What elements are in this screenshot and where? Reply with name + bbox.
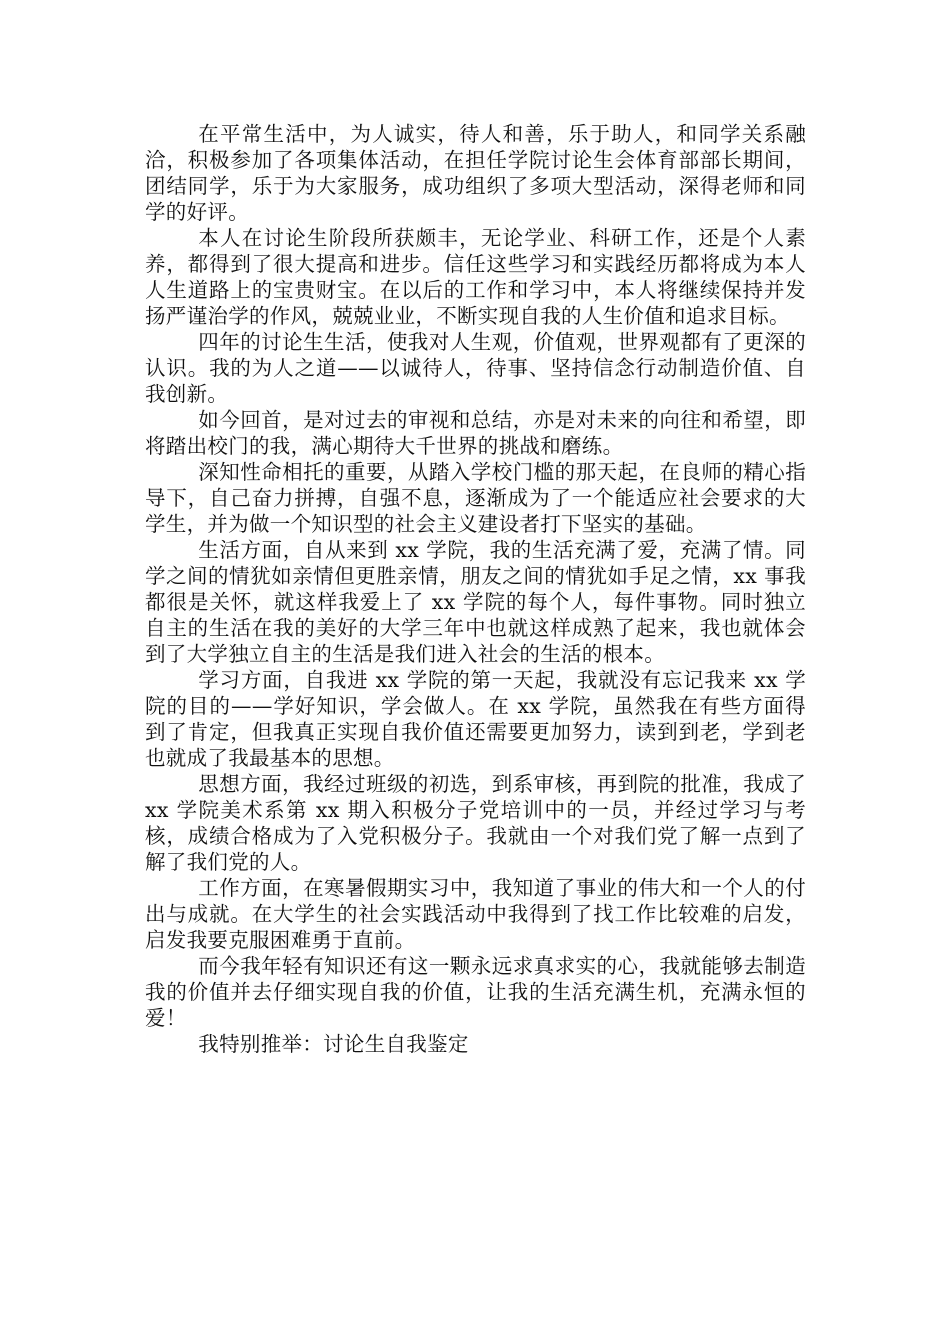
paragraph: 在平常生活中，为人诚实，待人和善，乐于助人，和同学关系融洽，积极参加了各项集体活动，在担任学院讨论生会体育部部长期间，团结同学，乐于为大家服务，成功组织了多项大型活动，深得老师和同学的好评。	[145, 122, 806, 224]
paragraph: 生活方面，自从来到 xx 学院，我的生活充满了爱，充满了情。同学之间的情犹如亲情但更胜亲情，朋友之间的情犹如手足之情，xx 事我都很是关怀，就这样我爱上了 xx 学院的每个人，每件事物。同时独立自主的生活在我的美好的大学三年中也就这样成熟了起来，我也就体会到了大学独立自主的生活是我们进入社会的生活的根本。	[145, 538, 806, 666]
paragraph: 思想方面，我经过班级的初选，到系审核，再到院的批准，我成了 xx 学院美术系第 xx 期入积极分子党培训中的一员，并经过学习与考核，成绩合格成为了入党积极分子。我就由一个对我们党了解一点到了解了我们党的人。	[145, 772, 806, 874]
recommendation-line: 我特别推举：讨论生自我鉴定	[198, 1032, 469, 1056]
paragraph: 如今回首，是对过去的审视和总结，亦是对未来的向往和希望，即将踏出校门的我，满心期待大千世界的挑战和磨练。	[145, 408, 806, 458]
paragraph: 而今我年轻有知识还有这一颗永远求真求实的心，我就能够去制造我的价值并去仔细实现自我的价值，让我的生活充满生机，充满永恒的爱！	[145, 954, 806, 1030]
paragraph: 工作方面，在寒暑假期实习中，我知道了事业的伟大和一个人的付出与成就。在大学生的社会实践活动中我得到了找工作比较难的启发，启发我要克服困难勇于直前。	[145, 876, 806, 952]
document-body	[145, 121, 806, 1057]
paragraph: 本人在讨论生阶段所获颇丰，无论学业、科研工作，还是个人素养，都得到了很大提高和进步。信任这些学习和实践经历都将成为本人人生道路上的宝贵财宝。在以后的工作和学习中，本人将继续保持并发扬严谨治学的作风，兢兢业业，不断实现自我的人生价值和追求目标。	[145, 226, 806, 328]
paragraph: 深知性命相托的重要，从踏入学校门槛的那天起，在良师的精心指导下，自己奋力拼搏，自强不息，逐渐成为了一个能适应社会要求的大学生，并为做一个知识型的社会主义建设者打下坚实的基础。	[145, 460, 806, 536]
paragraph: 学习方面，自我进 xx 学院的第一天起，我就没有忘记我来 xx 学院的目的——学好知识，学会做人。在 xx 学院，虽然我在有些方面得到了肯定，但我真正实现自我价值还需要更加努力，读到到老，学到老也就成了我最基本的思想。	[145, 668, 806, 770]
paragraph: 四年的讨论生生活，使我对人生观，价值观，世界观都有了更深的认识。我的为人之道——以诚待人，待事、坚持信念行动制造价值、自我创新。	[145, 330, 806, 406]
